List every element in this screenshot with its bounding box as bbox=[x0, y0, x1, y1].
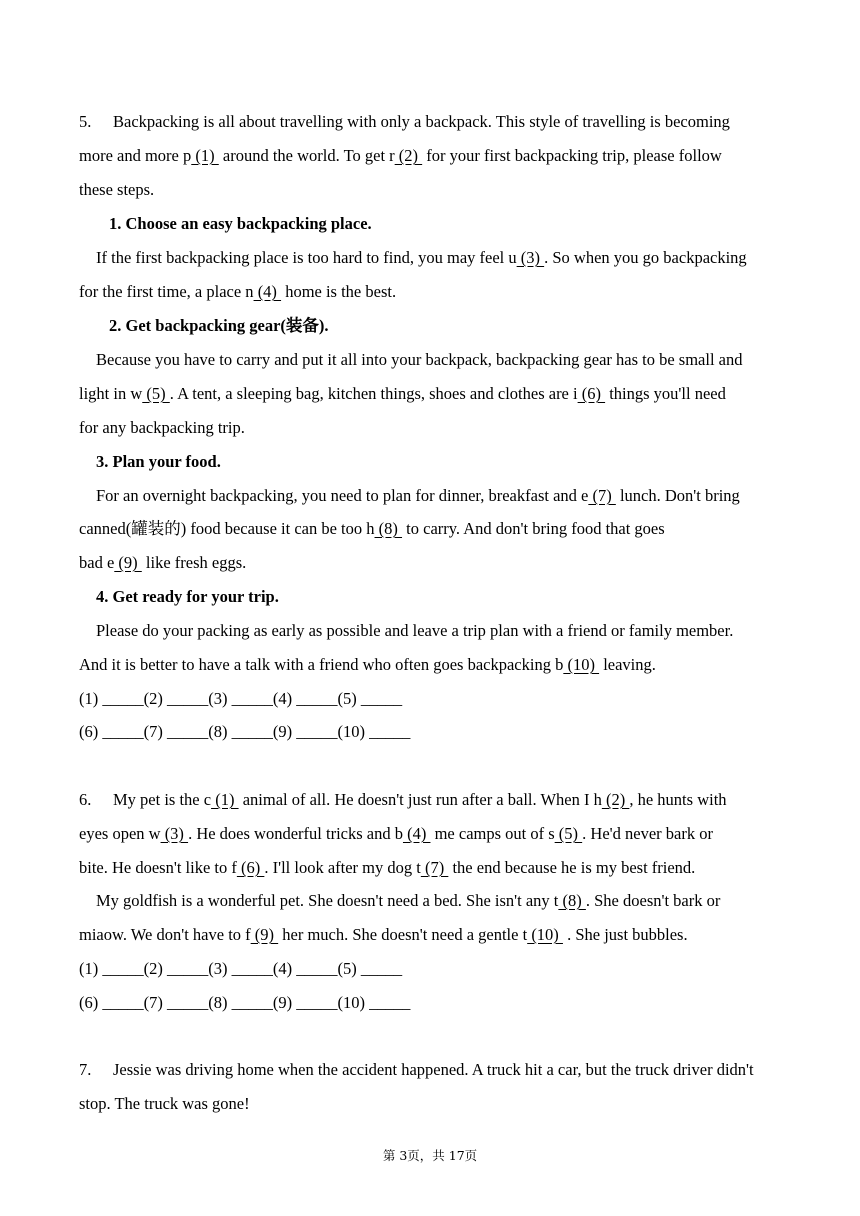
q6-text: My goldfish is a wonderful pet. She doesn't need a bed. She isn't any t bbox=[96, 891, 559, 910]
q6-text: bite. He doesn't like to f bbox=[79, 858, 237, 877]
q5-section2-line-2 bbox=[79, 384, 726, 404]
q5-text: more and more p bbox=[79, 146, 192, 165]
blank-1: (1) bbox=[211, 790, 239, 809]
q7-text: Jessie was driving home when the accident happened. A truck hit a car, but the truck driver didn't bbox=[113, 1060, 754, 1079]
blank-3: (3) bbox=[160, 824, 189, 843]
q5-section4-line-2 bbox=[79, 655, 656, 675]
blank-4: (4) bbox=[253, 282, 282, 301]
q7-line-1 bbox=[79, 1060, 754, 1080]
blank-9: (9) bbox=[114, 553, 142, 572]
q5-section1-line-1 bbox=[96, 248, 747, 268]
q5-text: bad e bbox=[79, 553, 115, 572]
q6-line-5 bbox=[79, 925, 688, 945]
q5-text: Backpacking is all about travelling with only a backpack. This style of travelling is becoming bbox=[113, 112, 730, 131]
q5-line-3: these steps. bbox=[79, 180, 155, 199]
q5-text: home is the best. bbox=[281, 282, 397, 301]
blank-7: (7) bbox=[420, 858, 449, 877]
q6-number: 6. bbox=[79, 790, 92, 809]
blank-1: (1) bbox=[191, 146, 219, 165]
q5-text: canned(罐装的) food because it can be too h bbox=[79, 519, 375, 538]
q5-text: for your first backpacking trip, please follow bbox=[422, 146, 722, 165]
q6-answer-line-2: (6) _____(7) _____(8) _____(9) _____(10) _____ bbox=[79, 993, 411, 1012]
blank-2: (2) bbox=[394, 146, 423, 165]
blank-2: (2) bbox=[601, 790, 630, 809]
q5-answer-line-1: (1) _____(2) _____(3) _____(4) _____(5) _____ bbox=[79, 689, 403, 708]
q6-answer-line-1: (1) _____(2) _____(3) _____(4) _____(5) _____ bbox=[79, 959, 403, 978]
q5-text: For an overnight backpacking, you need to plan for dinner, breakfast and e bbox=[96, 486, 589, 505]
q5-line-2 bbox=[79, 146, 722, 166]
q5-text: . So when you go backpacking bbox=[544, 248, 747, 267]
q6-text: . I'll look after my dog t bbox=[264, 858, 421, 877]
q6-text: her much. She doesn't need a gentle t bbox=[278, 925, 528, 944]
q5-text: to carry. And don't bring food that goes bbox=[402, 519, 665, 538]
q5-text: around the world. To get r bbox=[218, 146, 395, 165]
q5-section4-line-1: Please do your packing as early as possible and leave a trip plan with a friend or family member. bbox=[96, 621, 734, 640]
blank-3: (3) bbox=[516, 248, 545, 267]
q5-section2-line-1: Because you have to carry and put it all into your backpack, backpacking gear has to be small and bbox=[96, 350, 743, 369]
q6-line-3 bbox=[79, 858, 695, 878]
q5-line-1 bbox=[79, 112, 730, 132]
blank-6: (6) bbox=[236, 858, 265, 877]
q5-text: for the first time, a place n bbox=[79, 282, 254, 301]
q6-text: miaow. We don't have to f bbox=[79, 925, 251, 944]
q5-section3-line-2 bbox=[79, 519, 665, 539]
q6-text: . He does wonderful tricks and b bbox=[188, 824, 403, 843]
blank-8: (8) bbox=[374, 519, 403, 538]
q5-text: And it is better to have a talk with a friend who often goes backpacking b bbox=[79, 655, 564, 674]
blank-6: (6) bbox=[577, 384, 606, 403]
q7-number: 7. bbox=[79, 1060, 92, 1079]
blank-4: (4) bbox=[402, 824, 431, 843]
blank-10: (10) bbox=[527, 925, 563, 944]
q5-answer-line-2: (6) _____(7) _____(8) _____(9) _____(10) _____ bbox=[79, 722, 411, 741]
q6-text: . She just bubbles. bbox=[562, 925, 688, 944]
q5-section3-line-3 bbox=[79, 553, 246, 573]
q5-heading-3: 3. Plan your food. bbox=[96, 452, 221, 471]
q5-text: leaving. bbox=[599, 655, 656, 674]
blank-8: (8) bbox=[558, 891, 586, 910]
q6-line-2 bbox=[79, 824, 713, 844]
q5-text: things you'll need bbox=[605, 384, 726, 403]
q6-text: animal of all. He doesn't just run after a ball. When I h bbox=[238, 790, 602, 809]
q5-section2-line-3: for any backpacking trip. bbox=[79, 418, 245, 437]
q5-text: If the first backpacking place is too hard to find, you may feel u bbox=[96, 248, 517, 267]
q7-line-2: stop. The truck was gone! bbox=[79, 1094, 250, 1113]
blank-9: (9) bbox=[250, 925, 279, 944]
q5-text: like fresh eggs. bbox=[141, 553, 247, 572]
q5-number: 5. bbox=[79, 112, 92, 131]
q5-heading-4: 4. Get ready for your trip. bbox=[96, 587, 279, 606]
q6-text: the end because he is my best friend. bbox=[448, 858, 696, 877]
q5-text: lunch. Don't bring bbox=[615, 486, 740, 505]
blank-10: (10) bbox=[563, 655, 600, 674]
q5-text: . A tent, a sleeping bag, kitchen things, shoes and clothes are i bbox=[169, 384, 578, 403]
q5-section3-line-1 bbox=[96, 486, 740, 506]
q5-heading-1: 1. Choose an easy backpacking place. bbox=[109, 214, 372, 233]
q6-text: , he hunts with bbox=[629, 790, 727, 809]
q6-text: . He'd never bark or bbox=[582, 824, 713, 843]
q6-text: eyes open w bbox=[79, 824, 161, 843]
q6-line-1 bbox=[79, 790, 727, 810]
blank-5: (5) bbox=[554, 824, 583, 843]
q5-heading-2: 2. Get backpacking gear(装备). bbox=[109, 316, 329, 335]
q6-line-4 bbox=[96, 891, 720, 911]
blank-5: (5) bbox=[142, 384, 170, 403]
q6-text: me camps out of s bbox=[430, 824, 555, 843]
blank-7: (7) bbox=[588, 486, 616, 505]
q5-text: light in w bbox=[79, 384, 143, 403]
q5-section1-line-2 bbox=[79, 282, 396, 302]
q6-text: My pet is the c bbox=[113, 790, 212, 809]
q6-text: . She doesn't bark or bbox=[585, 891, 721, 910]
page-footer: 第 3页，共 17页 bbox=[382, 1148, 478, 1163]
